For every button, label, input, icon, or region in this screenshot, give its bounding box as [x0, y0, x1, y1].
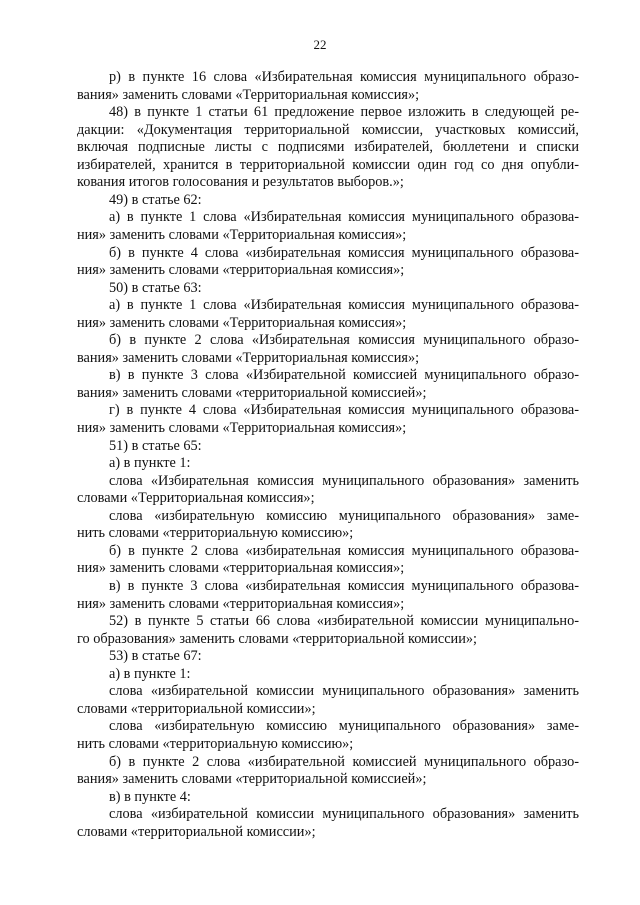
text-line: 51) в статье 65:	[109, 437, 202, 454]
text-line: словами «территориальной комиссии»;	[77, 823, 316, 840]
text-line: вания» заменить словами «Территориальная комиссия»;	[77, 86, 420, 103]
text-line: включая подписные листы с подписями избирателей, бюллетени и списки	[77, 139, 579, 156]
text-line: 50) в статье 63:	[109, 279, 202, 296]
text-line: б) в пункте 2 слова «Избирательная комиссия муниципального образо-	[109, 332, 579, 349]
text-line: вания» заменить словами «территориальной комиссией»;	[77, 384, 427, 401]
text-line: вания» заменить словами «Территориальная комиссия»;	[77, 349, 420, 366]
text-line: слова «избирательную комиссию муниципального образования» заме-	[109, 718, 579, 735]
text-line: словами «Территориальная комиссия»;	[77, 490, 315, 507]
text-line: а) в пункте 1 слова «Избирательная комиссия муниципального образова-	[109, 209, 579, 226]
text-line: ния» заменить словами «Территориальная комиссия»;	[77, 420, 407, 436]
text-line: 49) в статье 62:	[109, 191, 202, 208]
text-line: 48) в пункте 1 статьи 61 предложение первое изложить в следующей ре-	[109, 104, 579, 121]
text-line: слова «избирательной комиссии муниципального образования» заменить	[109, 806, 579, 823]
text-line: ния» заменить словами «Территориальная комиссия»;	[77, 314, 407, 331]
text-line: б) в пункте 4 слова «избирательная комиссия муниципального образова-	[109, 244, 579, 261]
text-line: дакции: «Документация территориальной комиссии, участковых комиссий,	[77, 121, 579, 138]
text-line: 52) в пункте 5 статьи 66 слова «избирательной комиссии муниципально-	[109, 613, 579, 630]
text-line: а) в пункте 1:	[109, 455, 191, 472]
text-line: ния» заменить словами «территориальная комиссия»;	[77, 560, 405, 577]
text-line: ния» заменить словами «Территориальная комиссия»;	[77, 227, 407, 243]
text-line: г) в пункте 4 слова «Избирательная комиссия муниципального образова-	[109, 402, 579, 419]
text-line: слова «избирательную комиссию муниципального образования» заме-	[109, 507, 579, 524]
text-line: в) в пункте 3 слова «Избирательной комиссией муниципального образо-	[109, 367, 579, 384]
text-line: ния» заменить словами «территориальная комиссия»;	[77, 595, 405, 612]
text-line: избирателей, хранится в территориальной комиссии один год со дня опубли-	[77, 156, 579, 173]
page-number: 22	[313, 37, 327, 52]
text-line: слова «избирательной комиссии муниципального образования» заменить	[109, 683, 579, 700]
text-line: кования итогов голосования и результатов выборов.»;	[77, 174, 404, 191]
text-line: а) в пункте 1:	[109, 665, 191, 682]
text-line: словами «территориальной комиссии»;	[77, 700, 316, 717]
text-line: 53) в статье 67:	[109, 648, 202, 665]
text-line: вания» заменить словами «территориальной комиссией»;	[77, 771, 427, 787]
text-line: слова «Избирательная комиссия муниципального образования» заменить	[109, 472, 579, 489]
text-line: а) в пункте 1 слова «Избирательная комиссия муниципального образова-	[109, 297, 579, 314]
text-line: в) в пункте 3 слова «избирательная комиссия муниципального образова-	[109, 578, 579, 594]
text-line: р) в пункте 16 слова «Избирательная комиссия муниципального образо-	[109, 69, 579, 85]
text-line: нить словами «территориальную комиссию»;	[77, 525, 354, 542]
text-line: нить словами «территориальную комиссию»;	[77, 735, 354, 752]
text-line: го образования» заменить словами «территориальной комиссии»;	[77, 630, 477, 647]
text-line: б) в пункте 2 слова «избирательная комиссия муниципального образова-	[109, 542, 579, 559]
text-line: в) в пункте 4:	[109, 788, 191, 805]
text-line: ния» заменить словами «территориальная комиссия»;	[77, 262, 405, 279]
text-line: б) в пункте 2 слова «избирательной комиссией муниципального образо-	[109, 753, 579, 770]
